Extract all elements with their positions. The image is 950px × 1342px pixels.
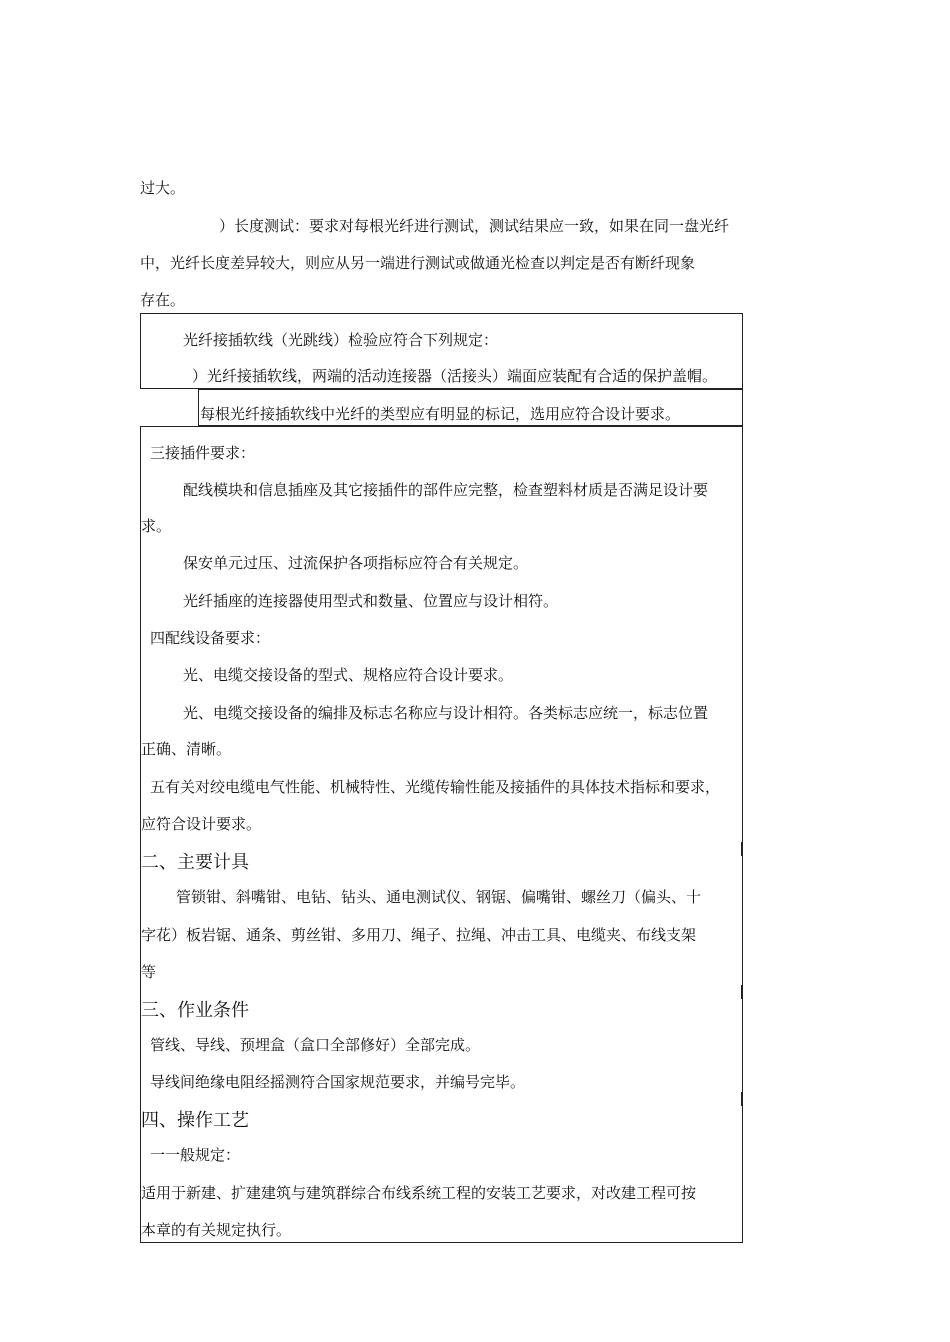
general-rules-line-2: 本章的有关规定执行。 (141, 1221, 292, 1239)
heading-operation-process: 四、操作工艺 (141, 1110, 249, 1131)
condition-1: 管线、导线、预埋盒（盒口全部修好）全部完成。 (150, 1036, 481, 1054)
patch-cord-heading: 光纤接插软线（光跳线）检验应符合下列规定： (183, 331, 499, 349)
tools-line-3: 等 (141, 963, 157, 981)
length-test-line-1: ）长度测试：要求对每根光纤进行测试，测试结果应一致，如果在同一盘光纤 (219, 217, 730, 235)
length-test-line-2: 中，光纤长度差异较大，则应从另一端进行测试或做通光检查以判定是否有断纤现象 (140, 254, 696, 272)
heading-main-tools: 二、主要计具 (141, 852, 249, 873)
general-rules-line-1: 适用于新建、扩建建筑与建筑群综合布线系统工程的安装工艺要求，对改建工程可按 (141, 1184, 697, 1202)
section-3-para-3: 光纤插座的连接器使用型式和数量、位置应与设计相符。 (183, 592, 559, 610)
general-rules-title: 一一般规定： (150, 1146, 241, 1164)
patch-cord-cap-rule: ）光纤接插软线，两端的活动连接器（活接头）端面应装配有合适的保护盖帽。 (192, 367, 718, 385)
fiber-marking-rule: 每根光纤接插软线中光纤的类型应有明显的标记，选用应符合设计要求。 (200, 405, 681, 423)
section-3-para-1b: 求。 (141, 517, 172, 535)
tools-line-1: 管锁钳、斜嘴钳、电钻、钻头、通电测试仪、钢锯、偏嘴钳、螺丝刀（偏头、十 (176, 888, 702, 906)
length-test-line-3: 存在。 (140, 291, 186, 309)
condition-2: 导线间绝缘电阻经摇测符合国家规范要求，并编号完毕。 (150, 1073, 526, 1091)
section-5-line-2: 应符合设计要求。 (141, 815, 262, 833)
section-3-title: 三接插件要求： (150, 444, 256, 462)
section-3-para-1a: 配线模块和信息插座及其它接插件的部件应完整，检查塑料材质是否满足设计要 (183, 481, 709, 499)
section-4-para-1: 光、电缆交接设备的型式、规格应符合设计要求。 (183, 666, 514, 684)
section-4-para-2a: 光、电缆交接设备的编排及标志名称应与设计相符。各类标志应统一，标志位置 (183, 704, 709, 722)
section-3-para-2: 保安单元过压、过流保护各项指标应符合有关规定。 (183, 554, 529, 572)
border-mark (741, 1092, 743, 1106)
heading-work-conditions: 三、作业条件 (141, 1000, 249, 1021)
section-4-title: 四配线设备要求： (150, 629, 271, 647)
section-5-line-1: 五有关对绞电缆电气性能、机械特性、光缆传输性能及接插件的具体技术指标和要求， (150, 778, 721, 796)
continuation-text: 过大。 (140, 179, 186, 197)
border-mark (741, 985, 743, 999)
border-mark (741, 842, 743, 856)
section-4-para-2b: 正确、清晰。 (141, 740, 232, 758)
tools-line-2: 字花）板岩锯、通条、剪丝钳、多用刀、绳子、拉绳、冲击工具、电缆夹、布线支架 (141, 926, 697, 944)
